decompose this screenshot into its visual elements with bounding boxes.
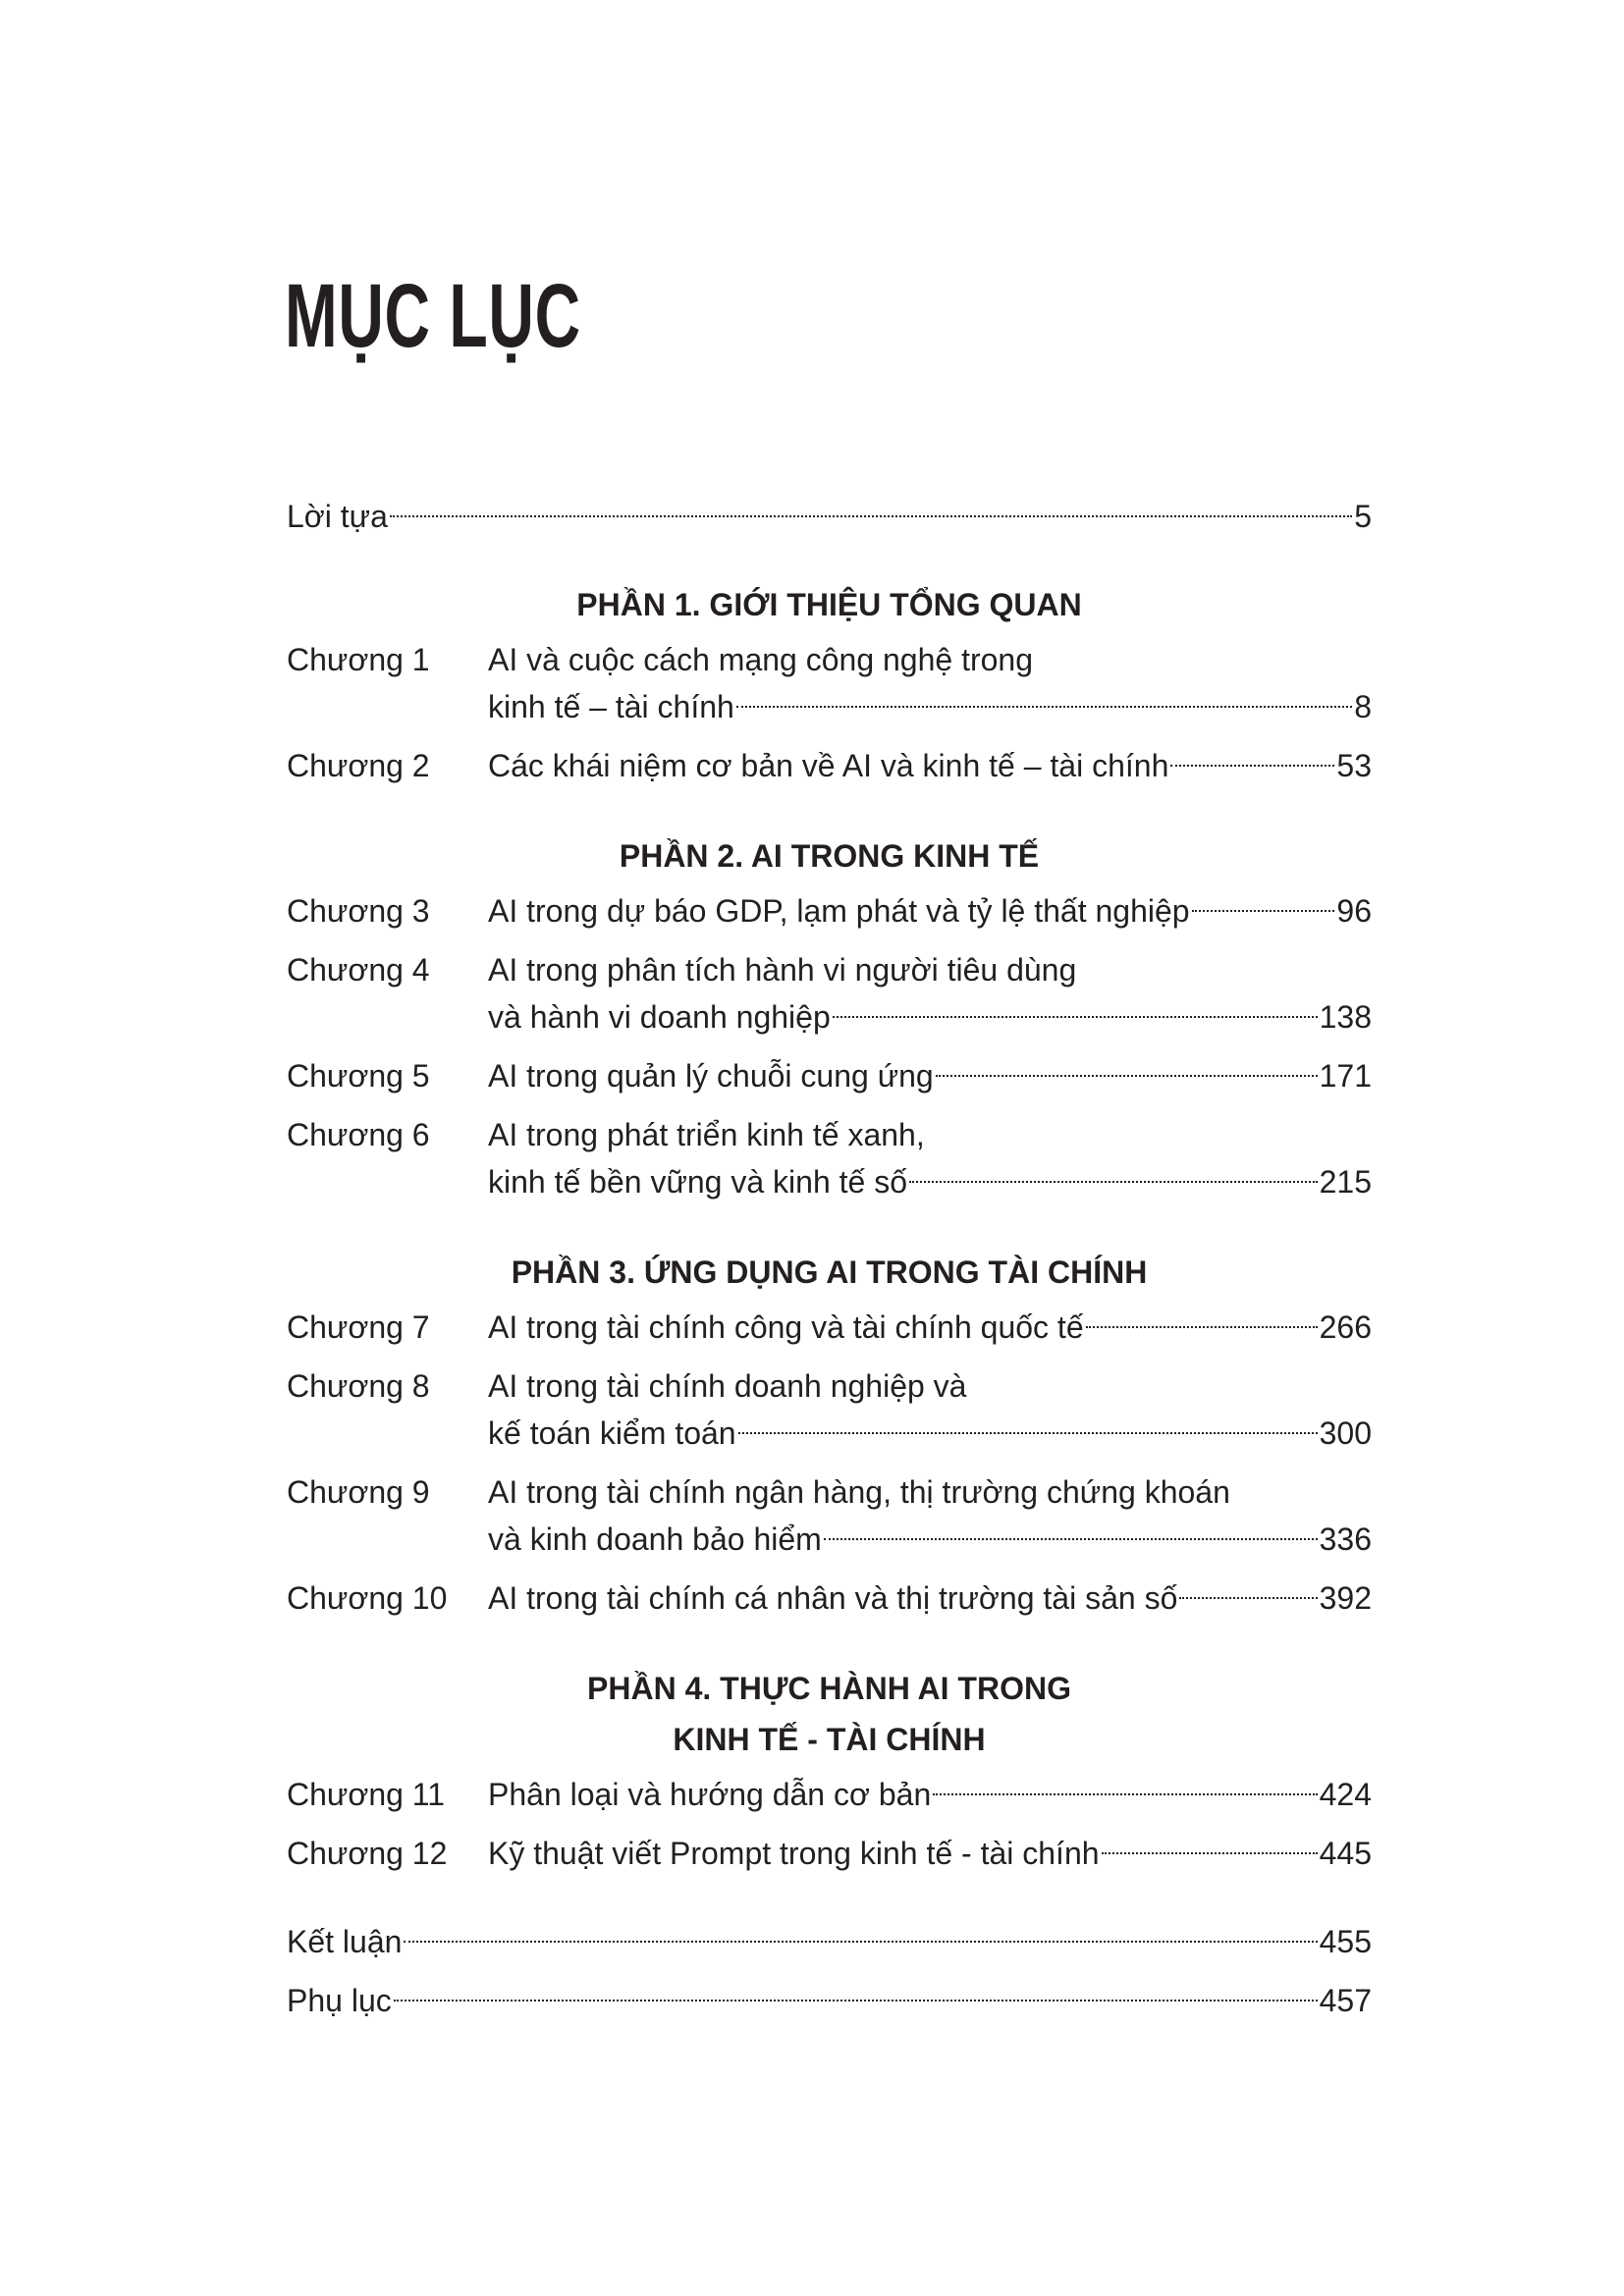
toc-entry-chapter-12[interactable]: [287, 1830, 1372, 1877]
page-number: 96: [1336, 893, 1372, 929]
toc-entry-chapter-6[interactable]: [287, 1111, 1372, 1205]
page-title: MỤC LỤC: [285, 266, 581, 366]
table-of-contents: [287, 493, 1372, 2065]
chapter-label: Chương 1: [287, 642, 430, 677]
page-number: 445: [1319, 1836, 1372, 1871]
chapter-title-line2: và hành vi doanh nghiệp: [488, 999, 831, 1035]
dot-leader: [404, 1941, 1317, 1943]
dot-leader: [933, 1793, 1317, 1795]
toc-entry-conclusion[interactable]: [287, 1918, 1372, 1965]
chapter-label: Chương 11: [287, 1777, 446, 1812]
dot-leader: [824, 1538, 1318, 1540]
dot-leader: [936, 1075, 1318, 1077]
dot-leader: [1086, 1326, 1318, 1328]
page-number: 455: [1319, 1924, 1372, 1959]
chapter-label: Chương 6: [287, 1117, 430, 1152]
chapter-label: Chương 9: [287, 1474, 430, 1510]
part-heading-4: [287, 1665, 1372, 1763]
dot-leader: [1170, 765, 1334, 767]
toc-entry-chapter-1[interactable]: [287, 636, 1372, 730]
dot-leader: [736, 706, 1352, 708]
entry-title: Kết luận: [287, 1924, 403, 1959]
dot-leader: [738, 1432, 1318, 1434]
page-number: 171: [1319, 1058, 1372, 1094]
chapter-title: Phân loại và hướng dẫn cơ bản: [488, 1777, 932, 1812]
toc-entry-chapter-11[interactable]: [287, 1771, 1372, 1818]
chapter-title: Kỹ thuật viết Prompt trong kinh tế - tài chính: [488, 1836, 1100, 1871]
page-number: 266: [1319, 1309, 1372, 1345]
toc-entry-chapter-3[interactable]: [287, 887, 1372, 934]
chapter-title-line1: AI trong phát triển kinh tế xanh,: [488, 1117, 925, 1152]
chapter-label: Chương 7: [287, 1309, 430, 1345]
toc-entry-chapter-9[interactable]: [287, 1468, 1372, 1563]
entry-title: Lời tựa: [287, 499, 388, 534]
chapter-title-line1: AI trong tài chính ngân hàng, thị trường chứng khoán: [488, 1474, 1230, 1510]
dot-leader: [1102, 1852, 1318, 1854]
part-heading-text: PHẦN 1. GIỚI THIỆU TỔNG QUAN: [576, 587, 1082, 622]
entry-title: Phụ lục: [287, 1983, 392, 2018]
chapter-label: Chương 4: [287, 952, 430, 988]
page-number: 215: [1319, 1164, 1372, 1200]
chapter-title: AI trong quản lý chuỗi cung ứng: [488, 1058, 934, 1094]
toc-entry-chapter-2[interactable]: [287, 742, 1372, 789]
dot-leader: [833, 1016, 1318, 1018]
page-number: 300: [1319, 1415, 1372, 1451]
toc-entry-appendix[interactable]: [287, 1977, 1372, 2024]
chapter-title-line2: kế toán kiểm toán: [488, 1415, 736, 1451]
chapter-title: AI trong tài chính công và tài chính quốc tế: [488, 1309, 1084, 1345]
page-number: 138: [1319, 999, 1372, 1035]
part-heading-1: [287, 581, 1372, 628]
part-heading-text: PHẦN 3. ỨNG DỤNG AI TRONG TÀI CHÍNH: [511, 1255, 1148, 1290]
page-number: 53: [1336, 748, 1372, 783]
chapter-title: AI trong dự báo GDP, lạm phát và tỷ lệ thất nghiệp: [488, 893, 1190, 929]
part-heading-text-line2: KINH TẾ - TÀI CHÍNH: [673, 1722, 986, 1757]
chapter-title-line2: kinh tế – tài chính: [488, 689, 734, 724]
dot-leader: [909, 1181, 1318, 1183]
toc-entry-chapter-5[interactable]: [287, 1052, 1372, 1099]
chapter-title-line1: AI và cuộc cách mạng công nghệ trong: [488, 642, 1034, 677]
chapter-label: Chương 12: [287, 1836, 448, 1871]
page-number: 336: [1319, 1522, 1372, 1557]
chapter-title-line1: AI trong phân tích hành vi người tiêu dùng: [488, 952, 1077, 988]
toc-entry-preface[interactable]: [287, 493, 1372, 540]
part-heading-3: [287, 1249, 1372, 1296]
chapter-title-line1: AI trong tài chính doanh nghiệp và: [488, 1368, 967, 1404]
page-number: 5: [1354, 499, 1372, 534]
page-number: 457: [1319, 1983, 1372, 2018]
toc-entry-chapter-10[interactable]: [287, 1575, 1372, 1622]
toc-entry-chapter-4[interactable]: [287, 946, 1372, 1041]
dot-leader: [390, 515, 1352, 517]
chapter-title: Các khái niệm cơ bản về AI và kinh tế – tài chính: [488, 748, 1169, 783]
page-number: 8: [1354, 689, 1372, 724]
page-number: 424: [1319, 1777, 1372, 1812]
part-heading-text: PHẦN 2. AI TRONG KINH TẾ: [619, 838, 1040, 874]
chapter-label: Chương 8: [287, 1368, 430, 1404]
dot-leader: [1179, 1597, 1317, 1599]
part-heading-text: PHẦN 4. THỰC HÀNH AI TRONG: [587, 1671, 1071, 1706]
chapter-label: Chương 10: [287, 1580, 448, 1616]
chapter-label: Chương 3: [287, 893, 430, 929]
dot-leader: [394, 2000, 1318, 2002]
chapter-title-line2: và kinh doanh bảo hiểm: [488, 1522, 822, 1557]
toc-entry-chapter-7[interactable]: [287, 1304, 1372, 1351]
page-number: 392: [1319, 1580, 1372, 1616]
chapter-label: Chương 2: [287, 748, 430, 783]
part-heading-2: [287, 832, 1372, 880]
dot-leader: [1192, 910, 1335, 912]
chapter-title-line2: kinh tế bền vững và kinh tế số: [488, 1164, 908, 1200]
chapter-label: Chương 5: [287, 1058, 430, 1094]
toc-entry-chapter-8[interactable]: [287, 1362, 1372, 1457]
chapter-title: AI trong tài chính cá nhân và thị trường tài sản số: [488, 1580, 1178, 1616]
